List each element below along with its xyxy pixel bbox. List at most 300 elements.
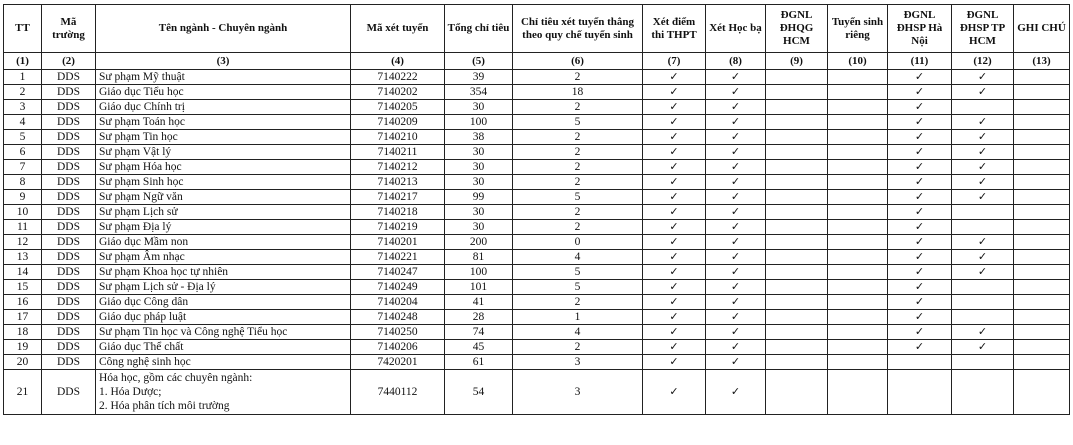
- cell-ma-xet-tuyen: 7140213: [351, 175, 445, 190]
- cell-tt: 13: [4, 250, 42, 265]
- cell-thpt-check: ✓: [643, 265, 706, 280]
- cell-chi-tieu-thang: 2: [513, 130, 643, 145]
- cell-ghi-chu: [1014, 160, 1070, 175]
- cell-tuyen-sinh-rieng: [828, 310, 888, 325]
- cell-ten-nganh: Sư phạm Tin học: [96, 130, 351, 145]
- cell-ghi-chu: [1014, 145, 1070, 160]
- nganh-line: Hóa học, gồm các chuyên ngành:: [99, 372, 253, 384]
- table-row: [4, 85, 1070, 100]
- cell-ma-xet-tuyen: 7140211: [351, 145, 445, 160]
- cell-tt: 7: [4, 160, 42, 175]
- cell-ma-truong: DDS: [42, 355, 96, 370]
- cell-thpt-check: ✓: [643, 280, 706, 295]
- cell-hoc-ba-check: ✓: [706, 100, 766, 115]
- cell-ma-xet-tuyen: 7140219: [351, 220, 445, 235]
- cell-dgnl-dhqg: [766, 175, 828, 190]
- cell-ghi-chu: [1014, 85, 1070, 100]
- table-row: [4, 370, 1070, 415]
- cell-ma-truong: DDS: [42, 340, 96, 355]
- cell-ten-nganh: [96, 370, 351, 415]
- cell-dgnl-hn-check: ✓: [888, 85, 952, 100]
- cell-hoc-ba-check: ✓: [706, 265, 766, 280]
- cell-tuyen-sinh-rieng: [828, 325, 888, 340]
- cell-ten-nganh: Giáo dục Mầm non: [96, 235, 351, 250]
- cell-dgnl-hcm-check: ✓: [952, 235, 1014, 250]
- cell-tt: 16: [4, 295, 42, 310]
- cell-chi-tieu-thang: 4: [513, 325, 643, 340]
- cell-ghi-chu: [1014, 220, 1070, 235]
- cell-tong-chi-tieu: 354: [445, 85, 513, 100]
- table-row: [4, 130, 1070, 145]
- cell-dgnl-dhqg: [766, 115, 828, 130]
- cell-dgnl-hcm-check: ✓: [952, 145, 1014, 160]
- cell-dgnl-hn-check: ✓: [888, 250, 952, 265]
- cell-ma-xet-tuyen: 7140249: [351, 280, 445, 295]
- cell-dgnl-hcm-check: ✓: [952, 250, 1014, 265]
- cell-ghi-chu: [1014, 205, 1070, 220]
- cell-dgnl-hcm-check: ✓: [952, 190, 1014, 205]
- cell-ghi-chu: [1014, 100, 1070, 115]
- col-number: (1): [4, 53, 42, 70]
- cell-tt: 2: [4, 85, 42, 100]
- cell-ma-xet-tuyen: 7140209: [351, 115, 445, 130]
- cell-thpt-check: ✓: [643, 160, 706, 175]
- cell-dgnl-hn-check: ✓: [888, 295, 952, 310]
- cell-chi-tieu-thang: 1: [513, 310, 643, 325]
- cell-tt: 10: [4, 205, 42, 220]
- cell-ma-truong: DDS: [42, 85, 96, 100]
- cell-ma-truong: DDS: [42, 265, 96, 280]
- cell-dgnl-dhqg: [766, 295, 828, 310]
- cell-tuyen-sinh-rieng: [828, 295, 888, 310]
- cell-ma-truong: DDS: [42, 175, 96, 190]
- cell-hoc-ba-check: ✓: [706, 325, 766, 340]
- cell-chi-tieu-thang: 2: [513, 340, 643, 355]
- cell-tt: 8: [4, 175, 42, 190]
- cell-hoc-ba-check: ✓: [706, 250, 766, 265]
- cell-thpt-check: ✓: [643, 355, 706, 370]
- cell-ten-nganh: Giáo dục Công dân: [96, 295, 351, 310]
- cell-thpt-check: ✓: [643, 85, 706, 100]
- cell-ghi-chu: [1014, 370, 1070, 415]
- cell-ma-truong: DDS: [42, 325, 96, 340]
- cell-ma-truong: DDS: [42, 295, 96, 310]
- cell-tong-chi-tieu: 100: [445, 115, 513, 130]
- nganh-line: 1. Hóa Dược;: [99, 386, 162, 398]
- cell-dgnl-hcm-check: [952, 205, 1014, 220]
- cell-ma-xet-tuyen: 7140205: [351, 100, 445, 115]
- cell-tong-chi-tieu: 30: [445, 160, 513, 175]
- cell-dgnl-hn-check: ✓: [888, 340, 952, 355]
- table-row: [4, 205, 1070, 220]
- cell-dgnl-hn-check: ✓: [888, 265, 952, 280]
- cell-dgnl-hcm-check: ✓: [952, 265, 1014, 280]
- cell-ten-nganh: Giáo dục pháp luật: [96, 310, 351, 325]
- col-number: (11): [888, 53, 952, 70]
- cell-dgnl-hcm-check: ✓: [952, 340, 1014, 355]
- cell-dgnl-hn-check: [888, 355, 952, 370]
- cell-dgnl-dhqg: [766, 190, 828, 205]
- cell-dgnl-dhqg: [766, 130, 828, 145]
- cell-dgnl-hn-check: ✓: [888, 310, 952, 325]
- cell-tt: 12: [4, 235, 42, 250]
- cell-hoc-ba-check: ✓: [706, 115, 766, 130]
- cell-thpt-check: ✓: [643, 205, 706, 220]
- cell-ghi-chu: [1014, 295, 1070, 310]
- cell-ten-nganh: Sư phạm Toán học: [96, 115, 351, 130]
- cell-tuyen-sinh-rieng: [828, 235, 888, 250]
- cell-ma-xet-tuyen: 7440112: [351, 370, 445, 415]
- cell-ma-xet-tuyen: 7420201: [351, 355, 445, 370]
- cell-dgnl-hn-check: ✓: [888, 70, 952, 85]
- cell-hoc-ba-check: ✓: [706, 295, 766, 310]
- cell-tt: 11: [4, 220, 42, 235]
- cell-tt: 3: [4, 100, 42, 115]
- cell-dgnl-hcm-check: [952, 220, 1014, 235]
- table-row: [4, 265, 1070, 280]
- cell-thpt-check: ✓: [643, 370, 706, 415]
- cell-chi-tieu-thang: 4: [513, 250, 643, 265]
- cell-ma-xet-tuyen: 7140250: [351, 325, 445, 340]
- cell-tuyen-sinh-rieng: [828, 280, 888, 295]
- cell-dgnl-dhqg: [766, 100, 828, 115]
- cell-ma-xet-tuyen: 7140210: [351, 130, 445, 145]
- cell-tuyen-sinh-rieng: [828, 265, 888, 280]
- cell-dgnl-dhqg: [766, 250, 828, 265]
- cell-dgnl-hn-check: ✓: [888, 280, 952, 295]
- table-row: [4, 190, 1070, 205]
- cell-chi-tieu-thang: 2: [513, 100, 643, 115]
- cell-tong-chi-tieu: 101: [445, 280, 513, 295]
- cell-chi-tieu-thang: 2: [513, 205, 643, 220]
- cell-thpt-check: ✓: [643, 70, 706, 85]
- table-row: [4, 250, 1070, 265]
- cell-tong-chi-tieu: 30: [445, 100, 513, 115]
- cell-chi-tieu-thang: 2: [513, 70, 643, 85]
- cell-thpt-check: ✓: [643, 295, 706, 310]
- cell-tong-chi-tieu: 45: [445, 340, 513, 355]
- cell-dgnl-dhqg: [766, 310, 828, 325]
- cell-dgnl-hcm-check: ✓: [952, 160, 1014, 175]
- cell-tong-chi-tieu: 39: [445, 70, 513, 85]
- cell-hoc-ba-check: ✓: [706, 355, 766, 370]
- cell-tong-chi-tieu: 30: [445, 220, 513, 235]
- header-dgnl-hcm: ĐGNL ĐHSP TP HCM: [952, 5, 1014, 53]
- cell-hoc-ba-check: ✓: [706, 190, 766, 205]
- cell-ma-xet-tuyen: 7140222: [351, 70, 445, 85]
- cell-ten-nganh: Sư phạm Sinh học: [96, 175, 351, 190]
- cell-dgnl-hcm-check: ✓: [952, 130, 1014, 145]
- cell-dgnl-hcm-check: [952, 100, 1014, 115]
- cell-ma-truong: DDS: [42, 280, 96, 295]
- cell-dgnl-dhqg: [766, 205, 828, 220]
- cell-ma-xet-tuyen: 7140212: [351, 160, 445, 175]
- header-tuyen-sinh-rieng: Tuyển sinh riêng: [828, 5, 888, 53]
- col-number: (10): [828, 53, 888, 70]
- cell-ma-truong: DDS: [42, 190, 96, 205]
- cell-hoc-ba-check: ✓: [706, 130, 766, 145]
- cell-dgnl-dhqg: [766, 220, 828, 235]
- cell-tt: 20: [4, 355, 42, 370]
- cell-ma-truong: DDS: [42, 145, 96, 160]
- cell-tt: 4: [4, 115, 42, 130]
- col-number: (4): [351, 53, 445, 70]
- table-row: [4, 235, 1070, 250]
- cell-ghi-chu: [1014, 340, 1070, 355]
- cell-ten-nganh: Sư phạm Hóa học: [96, 160, 351, 175]
- cell-thpt-check: ✓: [643, 220, 706, 235]
- header-row: [4, 5, 1070, 53]
- cell-dgnl-hn: [888, 370, 952, 415]
- cell-ma-truong: DDS: [42, 220, 96, 235]
- cell-dgnl-dhqg: [766, 370, 828, 415]
- cell-dgnl-hn-check: ✓: [888, 205, 952, 220]
- cell-dgnl-hn-check: ✓: [888, 160, 952, 175]
- table-body: [4, 70, 1070, 415]
- cell-ten-nganh: Sư phạm Lịch sử - Địa lý: [96, 280, 351, 295]
- cell-thpt-check: ✓: [643, 235, 706, 250]
- table-row: [4, 280, 1070, 295]
- cell-tong-chi-tieu: 38: [445, 130, 513, 145]
- col-number: (6): [513, 53, 643, 70]
- cell-ma-truong: DDS: [42, 205, 96, 220]
- cell-dgnl-dhqg: [766, 325, 828, 340]
- header-hoc-ba: Xét Học bạ: [706, 5, 766, 53]
- cell-chi-tieu-thang: 2: [513, 220, 643, 235]
- cell-hoc-ba-check: ✓: [706, 340, 766, 355]
- cell-chi-tieu-thang: 5: [513, 280, 643, 295]
- cell-tong-chi-tieu: 30: [445, 145, 513, 160]
- cell-tuyen-sinh-rieng: [828, 130, 888, 145]
- header-tt: TT: [4, 5, 42, 53]
- cell-tt: 6: [4, 145, 42, 160]
- cell-tong-chi-tieu: 61: [445, 355, 513, 370]
- cell-ma-truong: DDS: [42, 250, 96, 265]
- cell-ma-truong: DDS: [42, 100, 96, 115]
- cell-thpt-check: ✓: [643, 310, 706, 325]
- cell-thpt-check: ✓: [643, 190, 706, 205]
- col-number: (7): [643, 53, 706, 70]
- cell-tt: 21: [4, 370, 42, 415]
- header-tong-chi-tieu: Tổng chỉ tiêu: [445, 5, 513, 53]
- cell-tong-chi-tieu: 81: [445, 250, 513, 265]
- cell-ghi-chu: [1014, 115, 1070, 130]
- cell-tuyen-sinh-rieng: [828, 340, 888, 355]
- cell-tt: 1: [4, 70, 42, 85]
- nganh-line: 2. Hóa phân tích môi trường: [99, 400, 230, 412]
- cell-tuyen-sinh-rieng: [828, 250, 888, 265]
- cell-tt: 5: [4, 130, 42, 145]
- cell-dgnl-hcm-check: ✓: [952, 175, 1014, 190]
- cell-chi-tieu-thang: 5: [513, 115, 643, 130]
- cell-ma-xet-tuyen: 7140206: [351, 340, 445, 355]
- cell-ma-truong: DDS: [42, 115, 96, 130]
- table-row: [4, 145, 1070, 160]
- cell-dgnl-hn-check: ✓: [888, 235, 952, 250]
- cell-dgnl-hn-check: ✓: [888, 325, 952, 340]
- cell-ghi-chu: [1014, 250, 1070, 265]
- cell-chi-tieu-thang: 2: [513, 295, 643, 310]
- cell-dgnl-dhqg: [766, 340, 828, 355]
- col-number: (2): [42, 53, 96, 70]
- cell-ten-nganh: Giáo dục Tiểu học: [96, 85, 351, 100]
- cell-tuyen-sinh-rieng: [828, 160, 888, 175]
- header-chi-tieu-thang: Chỉ tiêu xét tuyển thẳng theo quy chế tuyển sinh: [513, 5, 643, 53]
- cell-ma-xet-tuyen: 7140204: [351, 295, 445, 310]
- cell-chi-tieu-thang: 0: [513, 235, 643, 250]
- cell-ten-nganh: Sư phạm Mỹ thuật: [96, 70, 351, 85]
- admission-quota-table: [3, 4, 1070, 415]
- cell-tuyen-sinh-rieng: [828, 145, 888, 160]
- cell-dgnl-hn-check: ✓: [888, 190, 952, 205]
- col-number: (8): [706, 53, 766, 70]
- cell-ten-nganh: Sư phạm Âm nhạc: [96, 250, 351, 265]
- col-number: (5): [445, 53, 513, 70]
- cell-dgnl-dhqg: [766, 280, 828, 295]
- cell-dgnl-dhqg: [766, 70, 828, 85]
- cell-ma-xet-tuyen: 7140247: [351, 265, 445, 280]
- cell-tuyen-sinh-rieng: [828, 220, 888, 235]
- cell-chi-tieu-thang: 2: [513, 160, 643, 175]
- cell-chi-tieu-thang: 2: [513, 145, 643, 160]
- cell-ghi-chu: [1014, 130, 1070, 145]
- cell-dgnl-hcm-check: [952, 355, 1014, 370]
- cell-ma-xet-tuyen: 7140221: [351, 250, 445, 265]
- cell-dgnl-dhqg: [766, 145, 828, 160]
- cell-ghi-chu: [1014, 265, 1070, 280]
- table-row: [4, 325, 1070, 340]
- cell-ma-truong: DDS: [42, 370, 96, 415]
- cell-hoc-ba-check: ✓: [706, 145, 766, 160]
- cell-ma-xet-tuyen: 7140218: [351, 205, 445, 220]
- cell-dgnl-dhqg: [766, 355, 828, 370]
- cell-tt: 17: [4, 310, 42, 325]
- cell-thpt-check: ✓: [643, 130, 706, 145]
- cell-dgnl-hn-check: ✓: [888, 145, 952, 160]
- cell-dgnl-hcm-check: ✓: [952, 115, 1014, 130]
- cell-dgnl-hcm-check: [952, 310, 1014, 325]
- cell-ma-truong: DDS: [42, 160, 96, 175]
- cell-tt: 14: [4, 265, 42, 280]
- column-number-row: [4, 53, 1070, 70]
- cell-tt: 18: [4, 325, 42, 340]
- cell-tong-chi-tieu: 99: [445, 190, 513, 205]
- cell-ma-truong: DDS: [42, 235, 96, 250]
- cell-ghi-chu: [1014, 280, 1070, 295]
- cell-ghi-chu: [1014, 70, 1070, 85]
- cell-tuyen-sinh-rieng: [828, 100, 888, 115]
- header-ghi-chu: GHI CHÚ: [1014, 5, 1070, 53]
- cell-ghi-chu: [1014, 325, 1070, 340]
- cell-chi-tieu-thang: 3: [513, 355, 643, 370]
- col-number: (13): [1014, 53, 1070, 70]
- cell-chi-tieu-thang: 3: [513, 370, 643, 415]
- cell-tong-chi-tieu: 41: [445, 295, 513, 310]
- header-ma-truong: Mã trường: [42, 5, 96, 53]
- cell-tuyen-sinh-rieng: [828, 190, 888, 205]
- cell-tuyen-sinh-rieng: [828, 85, 888, 100]
- cell-dgnl-hn-check: ✓: [888, 130, 952, 145]
- cell-hoc-ba-check: ✓: [706, 205, 766, 220]
- header-thpt: Xét điểm thi THPT: [643, 5, 706, 53]
- cell-ma-truong: DDS: [42, 130, 96, 145]
- cell-hoc-ba-check: ✓: [706, 175, 766, 190]
- cell-hoc-ba-check: ✓: [706, 220, 766, 235]
- cell-hoc-ba-check: ✓: [706, 160, 766, 175]
- cell-tuyen-sinh-rieng: [828, 175, 888, 190]
- cell-ghi-chu: [1014, 175, 1070, 190]
- cell-tong-chi-tieu: 30: [445, 175, 513, 190]
- cell-hoc-ba-check: ✓: [706, 70, 766, 85]
- cell-ghi-chu: [1014, 235, 1070, 250]
- cell-ma-truong: DDS: [42, 310, 96, 325]
- cell-tuyen-sinh-rieng: [828, 355, 888, 370]
- cell-hoc-ba-check: ✓: [706, 235, 766, 250]
- cell-dgnl-hn-check: ✓: [888, 100, 952, 115]
- cell-ma-xet-tuyen: 7140217: [351, 190, 445, 205]
- header-dgnl-hn: ĐGNL ĐHSP Hà Nội: [888, 5, 952, 53]
- cell-tong-chi-tieu: 54: [445, 370, 513, 415]
- table-row: [4, 340, 1070, 355]
- cell-ma-xet-tuyen: 7140248: [351, 310, 445, 325]
- cell-dgnl-hn-check: ✓: [888, 115, 952, 130]
- table-row: [4, 220, 1070, 235]
- cell-chi-tieu-thang: 5: [513, 190, 643, 205]
- cell-tong-chi-tieu: 100: [445, 265, 513, 280]
- table-row: [4, 355, 1070, 370]
- cell-hoc-ba-check: ✓: [706, 280, 766, 295]
- cell-ghi-chu: [1014, 310, 1070, 325]
- col-number: (9): [766, 53, 828, 70]
- cell-chi-tieu-thang: 2: [513, 175, 643, 190]
- table-row: [4, 160, 1070, 175]
- cell-thpt-check: ✓: [643, 175, 706, 190]
- cell-tong-chi-tieu: 28: [445, 310, 513, 325]
- cell-tt: 9: [4, 190, 42, 205]
- cell-thpt-check: ✓: [643, 325, 706, 340]
- cell-ghi-chu: [1014, 355, 1070, 370]
- cell-ten-nganh: Sư phạm Vật lý: [96, 145, 351, 160]
- cell-dgnl-hcm-check: ✓: [952, 85, 1014, 100]
- cell-dgnl-dhqg: [766, 235, 828, 250]
- table-row: [4, 100, 1070, 115]
- cell-ghi-chu: [1014, 190, 1070, 205]
- cell-tt: 19: [4, 340, 42, 355]
- cell-dgnl-hn-check: ✓: [888, 220, 952, 235]
- cell-thpt-check: ✓: [643, 145, 706, 160]
- cell-tong-chi-tieu: 74: [445, 325, 513, 340]
- cell-dgnl-hcm-check: [952, 280, 1014, 295]
- cell-dgnl-hcm-check: [952, 295, 1014, 310]
- cell-tuyen-sinh-rieng: [828, 115, 888, 130]
- table-row: [4, 115, 1070, 130]
- cell-chi-tieu-thang: 5: [513, 265, 643, 280]
- cell-thpt-check: ✓: [643, 250, 706, 265]
- cell-tt: 15: [4, 280, 42, 295]
- cell-ma-xet-tuyen: 7140201: [351, 235, 445, 250]
- table-row: [4, 295, 1070, 310]
- cell-tuyen-sinh-rieng: [828, 70, 888, 85]
- table-row: [4, 310, 1070, 325]
- cell-dgnl-hcm-check: ✓: [952, 325, 1014, 340]
- cell-ten-nganh: Sư phạm Ngữ văn: [96, 190, 351, 205]
- cell-dgnl-hcm-check: ✓: [952, 70, 1014, 85]
- cell-tong-chi-tieu: 30: [445, 205, 513, 220]
- cell-ten-nganh: Sư phạm Địa lý: [96, 220, 351, 235]
- cell-thpt-check: ✓: [643, 115, 706, 130]
- header-dgnl-dhqg: ĐGNL ĐHQG HCM: [766, 5, 828, 53]
- cell-tuyen-sinh-rieng: [828, 370, 888, 415]
